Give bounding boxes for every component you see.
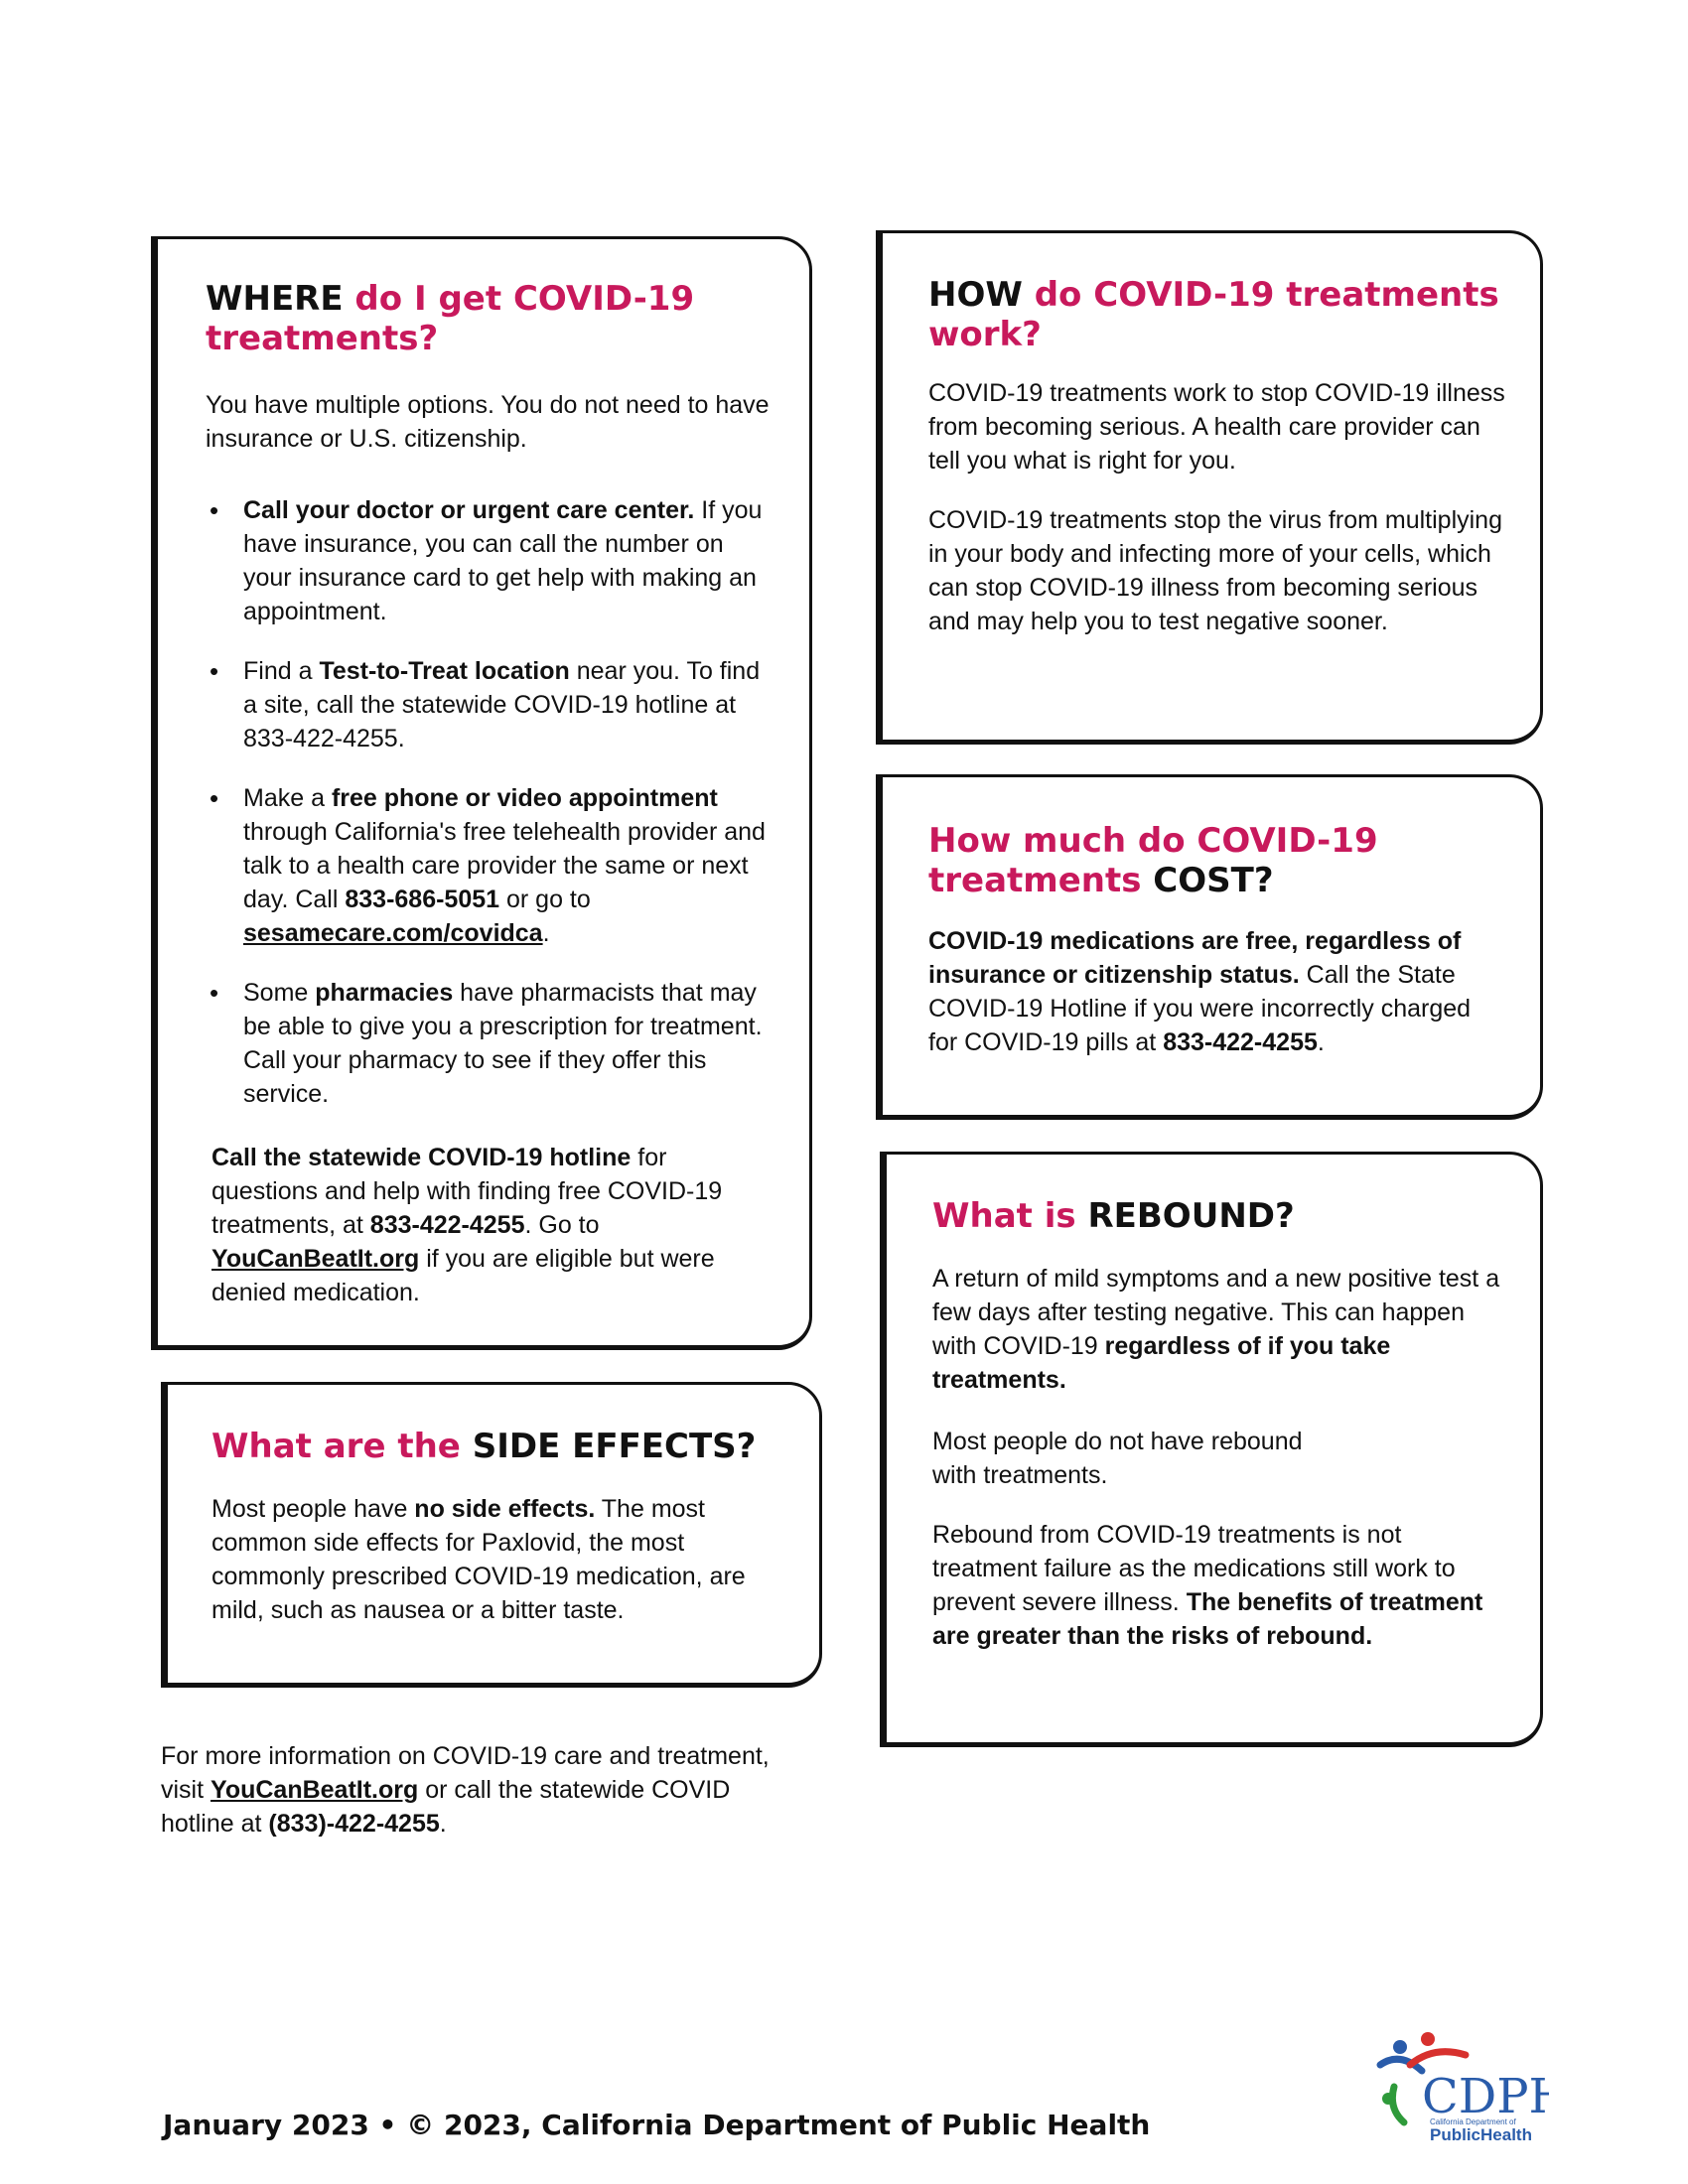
sesamecare-link[interactable]: sesamecare.com/covidca xyxy=(243,919,543,947)
cost-card xyxy=(876,774,1543,1120)
logo-name: CDP xyxy=(1422,2069,1529,2124)
list-item: • Make a free phone or video appointment through California's free telehealth provider and talk to a health care provider the same or next day. Call 833-686-5051 or go to sesamecare.com/covidca. xyxy=(206,781,775,950)
logo-sub2: PublicHealth xyxy=(1430,2125,1532,2144)
where-title: WHERE do I get COVID-19 treatments? xyxy=(206,279,695,358)
cdph-logo-mark xyxy=(1370,2025,1549,2144)
rebound-p3: Rebound from COVID-19 treatments is not treatment failure as the medications still work to prevent severe illness. The benefits of treatment are greater than the risks of rebound. xyxy=(932,1521,1483,1650)
where-options-list xyxy=(206,493,775,1111)
list-item: • Call your doctor or urgent care center. If you have insurance, you can call the number on your insurance card to get help with making an appointment. xyxy=(206,493,775,628)
side-effects-title: What are the SIDE EFFECTS? xyxy=(211,1427,757,1466)
rebound-title: What is REBOUND? xyxy=(932,1196,1295,1236)
youcanbeatit-footer-link[interactable]: YouCanBeatIt.org xyxy=(211,1776,419,1804)
where-intro: You have multiple options. You do not need to have insurance or U.S. citizenship. xyxy=(206,391,770,453)
rebound-p1: A return of mild symptoms and a new positive test a few days after testing negative. This can happen with COVID-19 regardless of if you take treatments. xyxy=(932,1265,1500,1394)
logo-sub1: California Department of xyxy=(1430,2117,1516,2126)
list-item: • Some pharmacies have pharmacists that may be able to give you a prescription for treatment. Call your pharmacy to see if they offer this service. xyxy=(206,976,775,1111)
side-effects-card xyxy=(161,1382,822,1688)
side-effects-text: Most people have no side effects. The most common side effects for Paxlovid, the most commonly prescribed COVID-19 medication, are mild, such as nausea or a bitter taste. xyxy=(211,1495,746,1624)
cdph-logo xyxy=(1370,2025,1549,2144)
cost-title: How much do COVID-19 treatments COST? xyxy=(928,821,1378,900)
how-p1: COVID-19 treatments work to stop COVID-19 illness from becoming serious. A health care provider can tell you what is right for you. xyxy=(928,379,1505,475)
youcanbeatit-link[interactable]: YouCanBeatIt.org xyxy=(211,1245,420,1273)
how-p2: COVID-19 treatments stop the virus from multiplying in your body and infecting more of your cells, which can stop COVID-19 illness from becoming serious and may help you to test negative sooner. xyxy=(928,506,1502,635)
where-card xyxy=(151,236,812,1350)
more-info: For more information on COVID-19 care and treatment, visit YouCanBeatIt.org or call the statewide COVID hotline at (833)-422-4255. xyxy=(161,1742,770,1838)
list-item: • Find a Test-to-Treat location near you. To find a site, call the statewide COVID-19 hotline at 833-422-4255. xyxy=(206,654,775,755)
footer: January 2023 • © 2023, California Department of Public Health xyxy=(163,2109,1151,2141)
how-card xyxy=(876,230,1543,745)
rebound-p2: Most people do not have rebound with treatments. xyxy=(932,1428,1303,1489)
hotline-paragraph: Call the statewide COVID-19 hotline for questions and help with finding free COVID-19 treatments, at 833-422-4255. Go to YouCanBeatIt.org if you are eligible but were denied medication. xyxy=(211,1144,723,1306)
rebound-card xyxy=(880,1152,1543,1747)
how-title: HOW do COVID-19 treatments work? xyxy=(928,275,1499,354)
cost-text: COVID-19 medications are free, regardless of insurance or citizenship status. Call the State COVID-19 Hotline if you were incorrectly charged for COVID-19 pills at 833-422-4255. xyxy=(928,927,1472,1056)
